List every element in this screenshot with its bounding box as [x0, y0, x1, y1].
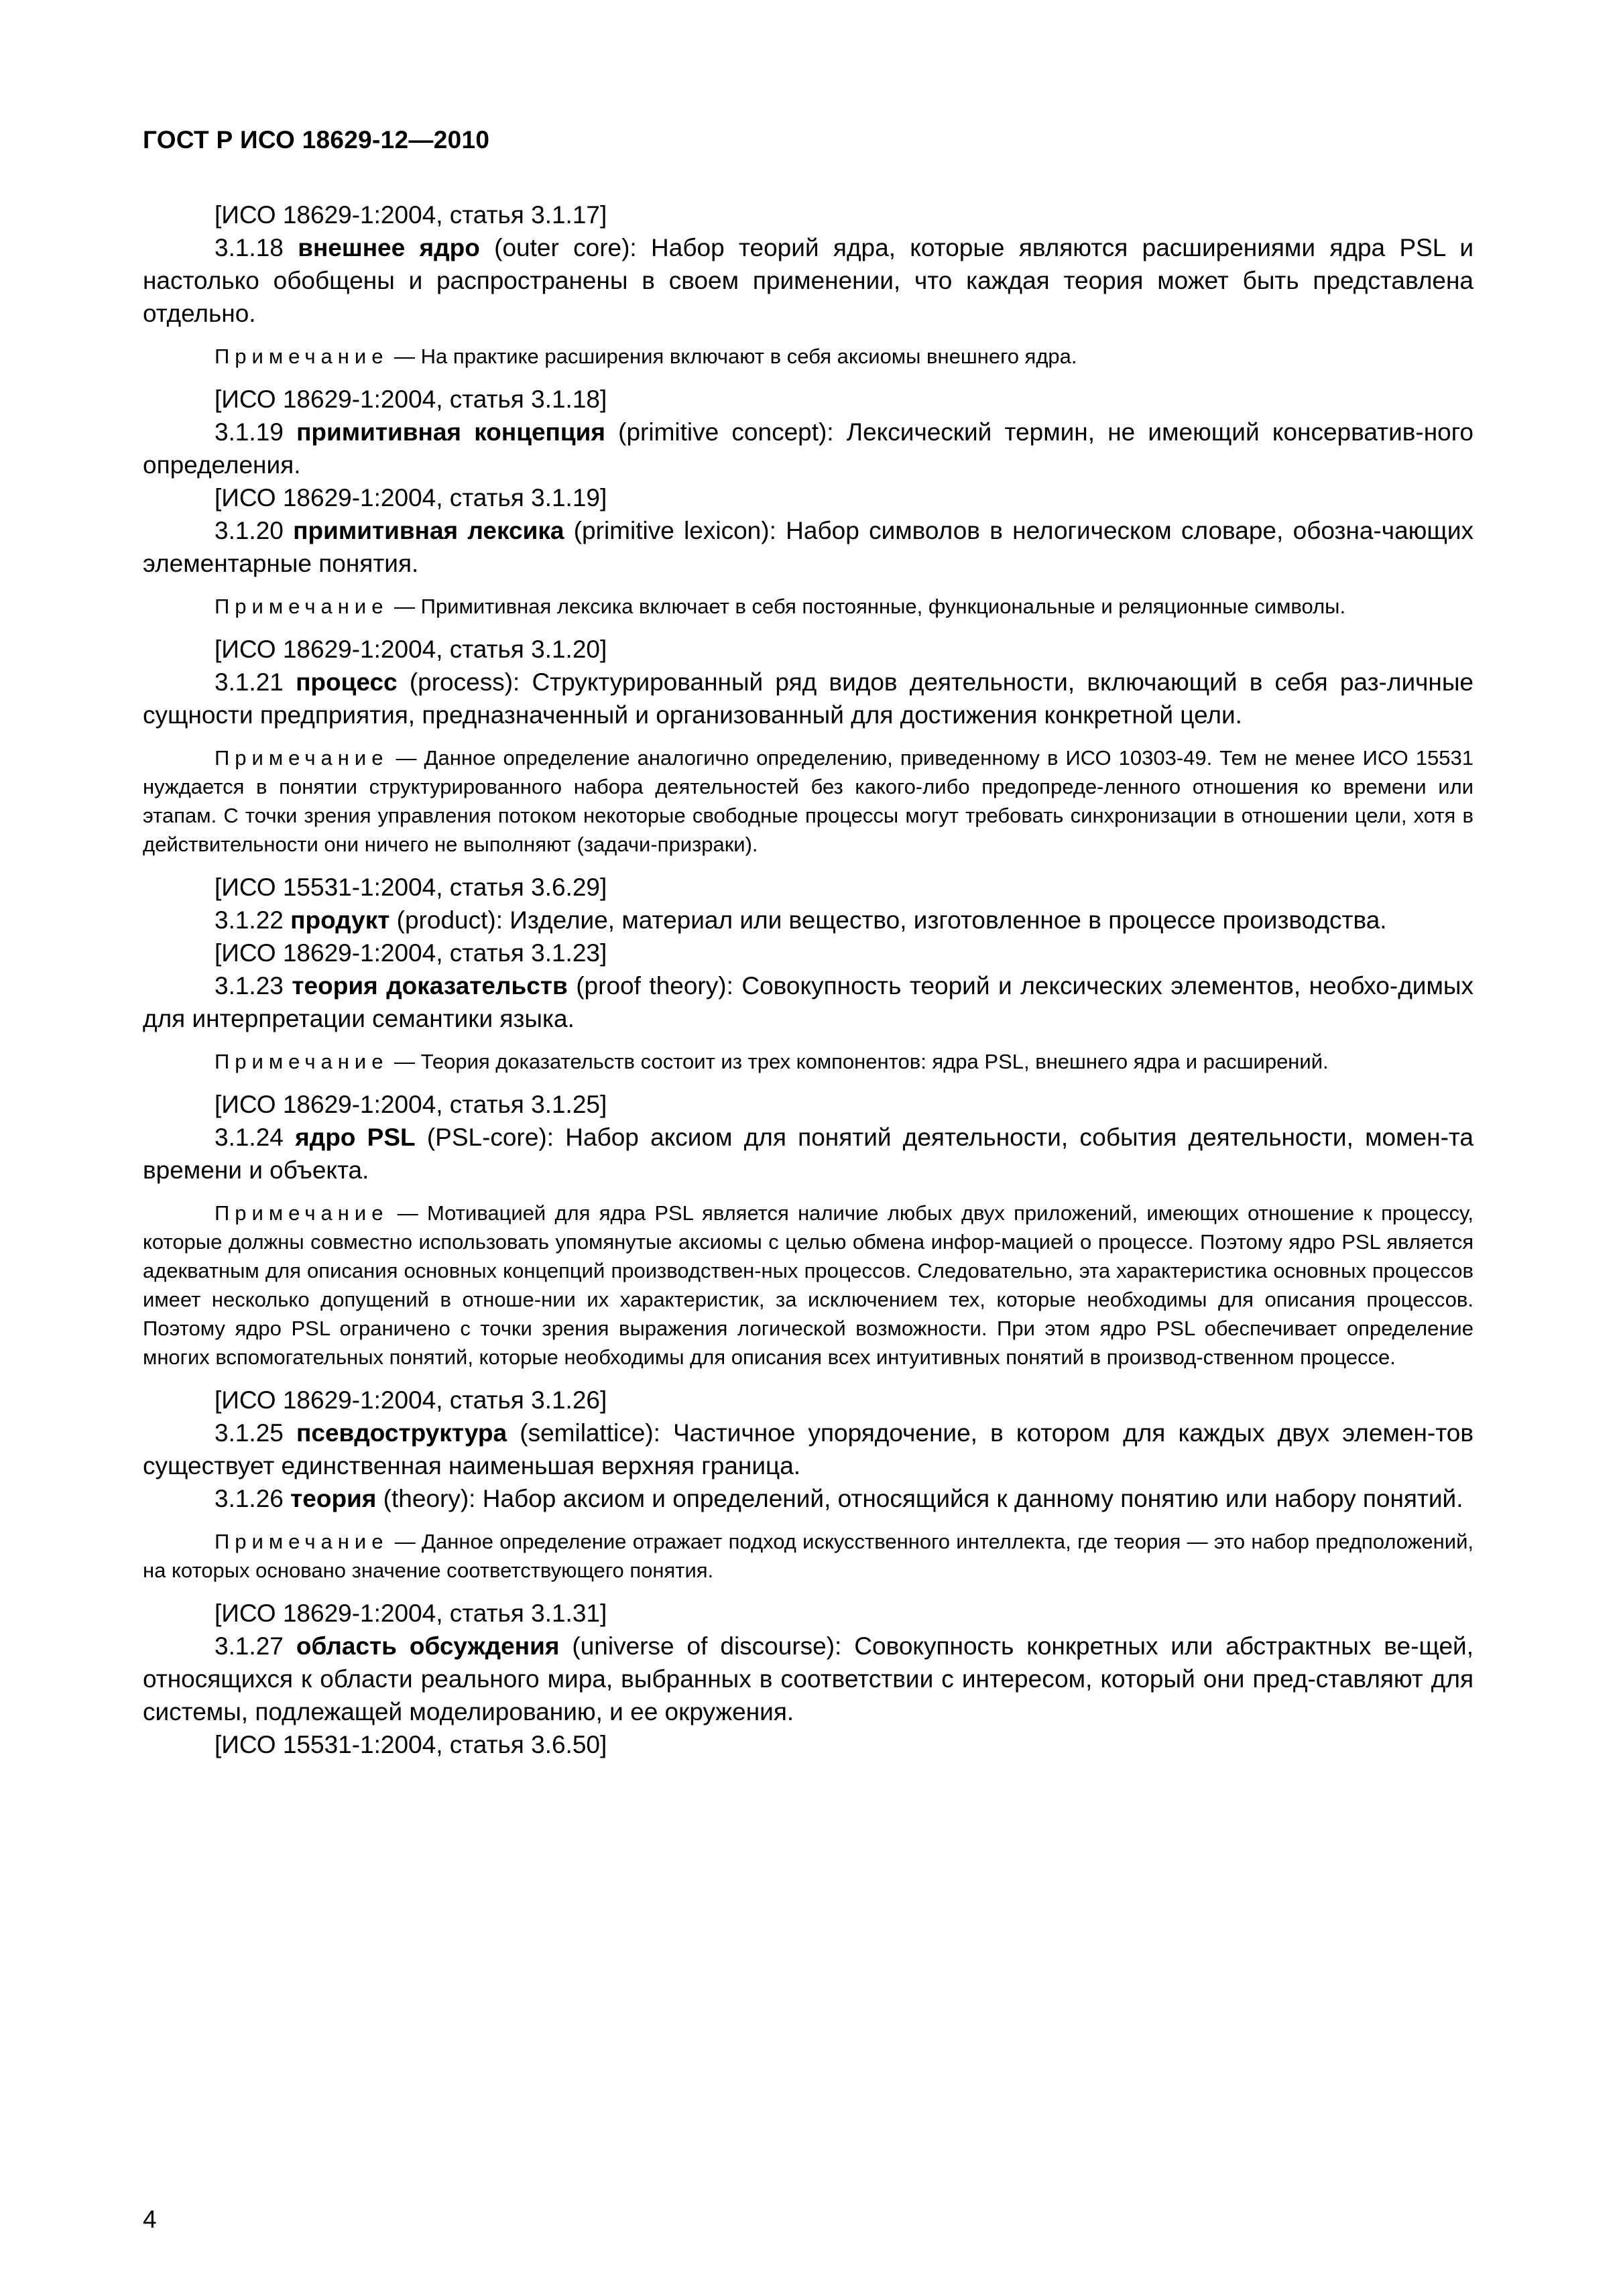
note-text: — Теория доказательств состоит из трех компонентов: ядра PSL, внешнего ядра и расширений. [388, 1050, 1329, 1073]
term-text: (theory): Набор аксиом и определений, относящийся к данному понятию или набору понятий. [376, 1485, 1463, 1512]
source-reference: [ИСО 18629-1:2004, статья 3.1.25] [215, 1091, 607, 1118]
note [143, 1527, 1474, 1585]
term-name: примитивная концепция [296, 418, 605, 446]
note-label: Примечание [215, 1201, 389, 1225]
source-reference: [ИСО 18629-1:2004, статья 3.1.18] [215, 385, 607, 413]
source-reference: [ИСО 18629-1:2004, статья 3.1.31] [215, 1599, 607, 1627]
note [143, 342, 1474, 371]
term-text: (primitive lexicon): Набор символов в нелогическом словаре, обозна-чающих элементарные понятия. [143, 517, 1474, 577]
term-definition [143, 1482, 1474, 1515]
term-definition [143, 1121, 1474, 1187]
source-reference: [ИСО 18629-1:2004, статья 3.1.26] [215, 1386, 607, 1414]
term-name: область обсуждения [296, 1632, 560, 1660]
note-label: Примечание [215, 345, 389, 368]
note-text: — На практике расширения включают в себя аксиомы внешнего ядра. [388, 345, 1077, 368]
source-reference: [ИСО 15531-1:2004, статья 3.6.29] [215, 873, 607, 901]
note [143, 1047, 1474, 1076]
term-number: 3.1.21 [215, 668, 284, 696]
note [143, 743, 1474, 859]
term-definition [143, 416, 1474, 481]
term-definition [143, 1630, 1474, 1728]
term-definition [143, 904, 1474, 936]
note [143, 1199, 1474, 1372]
term-number: 3.1.19 [215, 418, 284, 446]
note-text: — Примитивная лексика включает в себя постоянные, функциональные и реляционные символы. [388, 595, 1346, 618]
page-number: 4 [143, 2206, 157, 2233]
note [143, 592, 1474, 621]
term-name: теория [290, 1485, 377, 1512]
document-body [143, 198, 1474, 1761]
term-number: 3.1.25 [215, 1419, 284, 1447]
term-name: продукт [290, 906, 390, 934]
source-reference: [ИСО 18629-1:2004, статья 3.1.23] [215, 939, 607, 967]
term-text: (outer core): Набор теорий ядра, которые являются расширениями ядра PSL и настолько обобщены и распространены в своем применении, что каждая теория может быть представлена отдельно. [143, 234, 1474, 327]
note-label: Примечание [215, 746, 389, 770]
term-text: (proof theory): Совокупность теорий и лексических элементов, необхо-димых для интерпретации семантики языка. [143, 972, 1474, 1032]
term-number: 3.1.27 [215, 1632, 284, 1660]
term-number: 3.1.24 [215, 1124, 284, 1151]
source-reference: [ИСО 18629-1:2004, статья 3.1.20] [215, 636, 607, 663]
document-header: ГОСТ Р ИСО 18629-12—2010 [143, 126, 490, 154]
term-name: процесс [296, 668, 398, 696]
term-definition [143, 1416, 1474, 1482]
term-name: ядро PSL [295, 1124, 416, 1151]
source-reference: [ИСО 15531-1:2004, статья 3.6.50] [215, 1731, 607, 1758]
term-text: (primitive concept): Лексический термин, не имеющий консерватив-ного определения. [143, 418, 1474, 479]
term-name: внешнее ядро [298, 234, 480, 261]
term-number: 3.1.20 [215, 517, 284, 544]
note-label: Примечание [215, 595, 389, 618]
term-text: (PSL-core): Набор аксиом для понятий деятельности, события деятельности, момен-та времени и объекта. [143, 1124, 1474, 1184]
term-name: псевдоструктура [296, 1419, 507, 1447]
term-name: теория доказательств [292, 972, 568, 1000]
term-number: 3.1.22 [215, 906, 284, 934]
term-definition [143, 231, 1474, 330]
note-text: — Данное определение отражает подход искусственного интеллекта, где теория — это набор предположений, на которых основано значение соответствующего понятия. [143, 1530, 1474, 1582]
note-label: Примечание [215, 1050, 389, 1073]
term-definition [143, 666, 1474, 731]
term-number: 3.1.23 [215, 972, 284, 1000]
term-definition [143, 514, 1474, 580]
source-reference: [ИСО 18629-1:2004, статья 3.1.17] [215, 201, 607, 229]
term-number: 3.1.26 [215, 1485, 284, 1512]
note-label: Примечание [215, 1530, 389, 1553]
term-number: 3.1.18 [215, 234, 284, 261]
term-text: (process): Структурированный ряд видов деятельности, включающий в себя раз-личные сущности предприятия, предназначенный и организованный для достижения конкретной цели. [143, 668, 1474, 729]
note-text: — Мотивацией для ядра PSL является наличие любых двух приложений, имеющих отношение к процессу, которые должны совместно использовать упомянутые аксиомы с целью обмена инфор-мацией о процессе. Поэтому ядро PSL является адекватным для описания основных концепций производствен-ных процессов. Следовательно, эта характеристика основных процессов имеет несколько допущений в отноше-нии их характеристик, за исключением тех, которые необходимы для описания процессов. Поэтому ядро PSL ограничено с точки зрения выражения логической возможности. При этом ядро PSL обеспечивает определение многих вспомогательных понятий, которые необходимы для описания всех интуитивных понятий в производ-ственном процессе. [143, 1201, 1474, 1369]
source-reference: [ИСО 18629-1:2004, статья 3.1.19] [215, 484, 607, 511]
term-definition [143, 969, 1474, 1035]
term-name: примитивная лексика [293, 517, 564, 544]
term-text: (semilattice): Частичное упорядочение, в котором для каждых двух элемен-тов существует единственная наименьшая верхняя граница. [143, 1419, 1474, 1479]
term-text: (product): Изделие, материал или вещество, изготовленное в процессе производства. [389, 906, 1387, 934]
note-text: — Данное определение аналогично определению, приведенному в ИСО 10303-49. Тем не менее ИСО 15531 нуждается в понятии структурированного набора деятельностей без какого-либо предопреде-ленного отношения ко времени или этапам. С точки зрения управления потоком некоторые свободные процессы могут требовать синхронизации в отношении цели, хотя в действительности они ничего не выполняют (задачи-призраки). [143, 746, 1474, 856]
term-text: (universe of discourse): Совокупность конкретных или абстрактных ве-щей, относящихся к области реального мира, выбранных в соответствии с интересом, который они пред-ставляют для системы, подлежащей моделированию, и ее окружения. [143, 1632, 1474, 1726]
